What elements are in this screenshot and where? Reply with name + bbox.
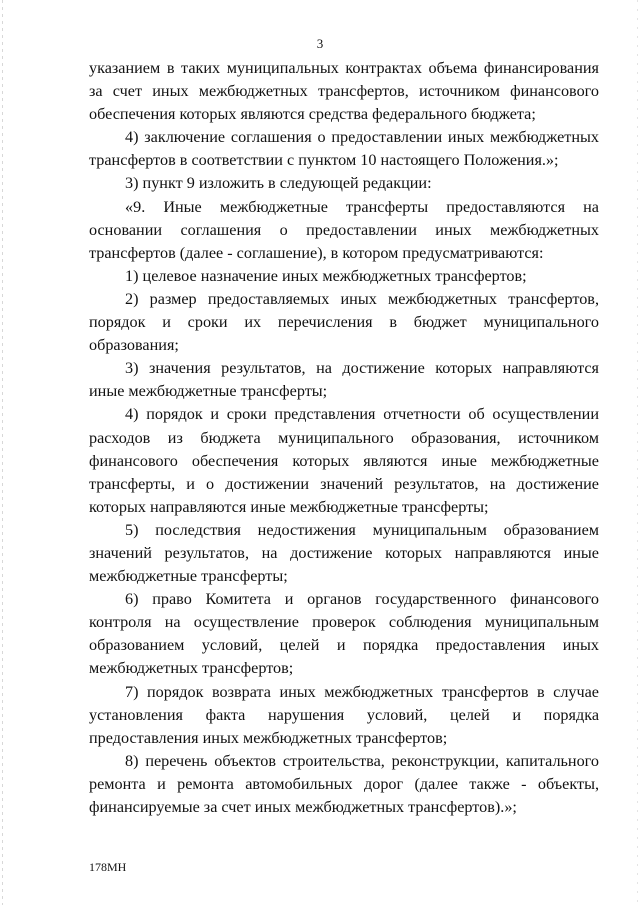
document-body xyxy=(89,57,599,819)
scan-edge-left xyxy=(2,0,3,905)
paragraph-subitem-4: 4) порядок и сроки представления отчетности об осуществлении расходов из бюджета муниципального образования, источником финансового обеспечения которых являются иные межбюджетные трансферты, и о достижении значений результатов, на достижение которых направляются иные межбюджетные трансферты; xyxy=(89,405,599,516)
paragraph-subitem-2: 2) размер предоставляемых иных межбюджетных трансфертов, порядок и сроки их перечисления в бюджет муниципального образования; xyxy=(89,289,599,355)
paragraph-clause-9: «9. Иные межбюджетные трансферты предоставляются на основании соглашения о предоставлении иных межбюджетных трансфертов (далее - соглашение), в котором предусматриваются: xyxy=(89,197,599,262)
paragraph-subitem-5: 5) последствия недостижения муниципальным образованием значений результатов, на достижение которых направляются иные межбюджетные трансферты; xyxy=(89,520,599,586)
paragraph-continuation: указанием в таких муниципальных контрактах объема финансирования за счет иных межбюджетных трансфертов, источником финансового обеспечения которых являются средства федерального бюджета; xyxy=(89,59,599,124)
paragraph-subitem-1: 1) целевое назначение иных межбюджетных трансфертов; xyxy=(125,266,527,285)
paragraph-subitem-6: 6) право Комитета и органов государственного финансового контроля на осуществление проверок соблюдения муниципальным образованием условий, целей и порядка предоставления иных межбюджетных трансфертов; xyxy=(89,590,599,678)
scan-edge-right xyxy=(637,0,638,905)
paragraph-item-4: 4) заключение соглашения о предоставлении иных межбюджетных трансфертов в соответствии с пунктом 10 настоящего Положения.»; xyxy=(89,128,599,170)
paragraph-amendment-3: 3) пункт 9 изложить в следующей редакции: xyxy=(125,174,432,193)
document-code: 178MH xyxy=(89,860,127,874)
paragraph-subitem-7: 7) порядок возврата иных межбюджетных трансфертов в случае установления факта нарушения условий, целей и порядка предоставления иных межбюджетных трансфертов; xyxy=(89,682,599,747)
paragraph-subitem-3: 3) значения результатов, на достижение которых направляются иные межбюджетные трансферты; xyxy=(89,359,599,401)
page-number: 3 xyxy=(316,36,324,51)
paragraph-subitem-8: 8) перечень объектов строительства, реконструкции, капитального ремонта и ремонта автомобильных дорог (далее также - объекты, финансируемые за счет иных межбюджетных трансфертов).»; xyxy=(89,751,599,816)
